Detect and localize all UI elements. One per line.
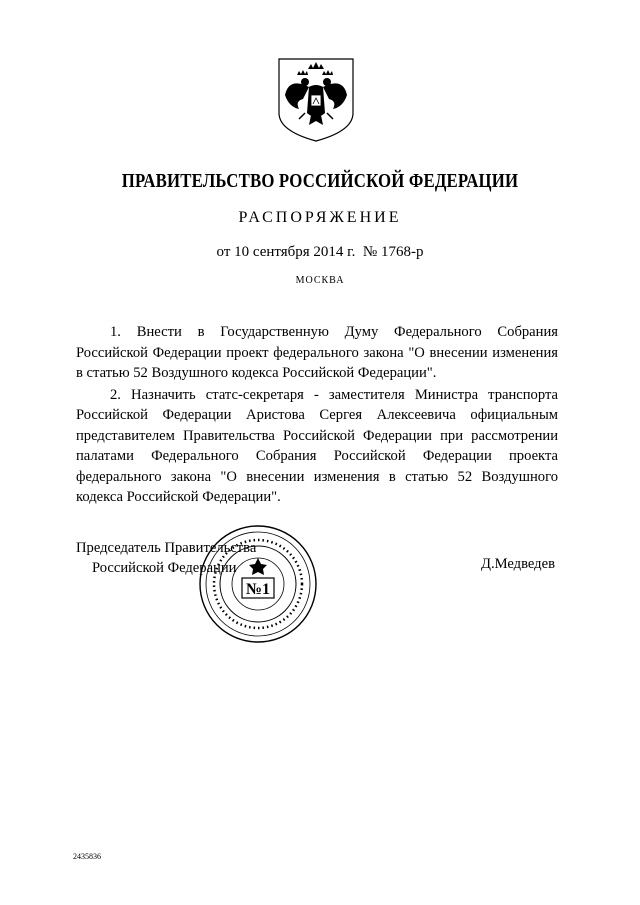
paragraph-2: 2. Назначить статс-секретаря - заместителя Министра транспорта Российской Федерации Аристова Сергея Алексеевича официальным представителем Правительства Российской Федерации при рассмотрении палатами Федерального Собрания Российской Федерации проекта федерального закона "О внесении изменения в статью 52 Воздушного кодекса Российской Федерации". [76, 386, 558, 505]
document-type: РАСПОРЯЖЕНИЕ [238, 209, 402, 226]
signatory-title-line-2: Российской Федерации [92, 560, 237, 576]
state-emblem-icon [275, 55, 357, 145]
document-body [76, 322, 558, 509]
government-title: ПРАВИТЕЛЬСТВО РОССИЙСКОЙ ФЕДЕРАЦИИ [121, 170, 519, 192]
official-seal-icon [196, 522, 320, 646]
document-date: от 10 сентября 2014 г. [216, 244, 356, 260]
signatory-name: Д.Медведев [481, 556, 555, 572]
document-number: № 1768-р [362, 244, 424, 260]
paragraph-1: 1. Внести в Государственную Думу Федерального Собрания Российской Федерации проект федерального закона "О внесении изменения в статью 52 Воздушного кодекса Российской Федерации". [76, 324, 558, 381]
document-code: 2435836 [73, 852, 101, 861]
signatory-title-line-1: Председатель Правительства [76, 540, 257, 556]
seal-number: №1 [245, 581, 271, 598]
date-number-line [0, 244, 640, 261]
city: МОСКВА [295, 275, 345, 286]
